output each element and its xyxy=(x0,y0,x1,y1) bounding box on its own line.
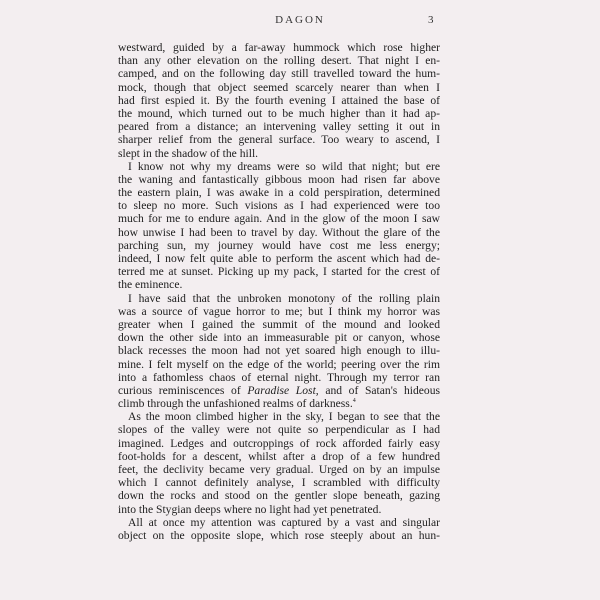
text-line: greater when I gained the summit of the mound and looked xyxy=(118,317,440,331)
text-line: I know not why my dreams were so wild that night; but ere xyxy=(128,159,440,173)
text-line: mine. I felt myself on the edge of the world; peering over the rim xyxy=(118,357,440,371)
text-segment: curious reminiscences of xyxy=(118,383,248,397)
text-line: down the rocks and stood on the gentler slope beneath, gazing xyxy=(118,489,440,503)
text-line: into a fathomless chaos of eternal night. Through my terror ran xyxy=(118,370,440,384)
text-line: the waning and fantastically gibbous moon had risen far above xyxy=(118,172,440,186)
text-line: feet, the declivity became very gradual. Urged on by an impulse xyxy=(118,463,440,476)
body-text xyxy=(118,41,440,542)
text-line: had first espied it. By the fourth evening I attained the base of xyxy=(118,93,440,107)
italic-title: Paradise Lost, xyxy=(247,383,319,397)
text-line: much for me to endure again. And in the glow of the moon I saw xyxy=(118,212,440,226)
text-line: peared from a distance; an intervening valley setting it out in xyxy=(118,120,440,134)
text-line: the mound, which turned out to be much higher than it had ap- xyxy=(118,106,440,120)
text-line: indeed, I now felt quite able to perform the ascent which had de- xyxy=(118,252,440,265)
text-line: All at once my attention was captured by a vast and singular xyxy=(128,515,440,529)
text-line: mock, though that object seemed scarcely nearer than when I xyxy=(118,80,440,94)
page-header xyxy=(0,14,600,28)
text-segment: climb through the unfashioned realms of darkness. xyxy=(118,397,353,411)
text-line: terred me at sunset. Picking up my pack, I started for the crest of xyxy=(118,265,440,279)
text-line: As the moon climbed higher in the sky, I began to see that the xyxy=(128,410,440,424)
running-title: DAGON xyxy=(275,14,325,26)
text-line: into the Stygian deeps where no light had yet penetrated. xyxy=(118,502,382,516)
text-line: the eastern plain, I was awake in a cold perspiration, determined xyxy=(118,186,440,200)
text-line: to sleep no more. Such visions as I had experienced were too xyxy=(118,199,440,213)
text-line xyxy=(118,384,440,397)
text-line: sharper relief from the general surface. Too weary to ascend, I xyxy=(118,133,440,147)
text-line: imagined. Ledges and outcroppings of rock afforded fairly easy xyxy=(118,436,440,450)
text-line: was a source of vague horror to me; but I think my horror was xyxy=(118,304,440,318)
text-line: object on the opposite slope, which rose steeply about an hun- xyxy=(118,528,440,542)
text-line: how unwise I had been to travel by day. Without the glare of the xyxy=(118,225,440,239)
page-number: 3 xyxy=(428,14,434,26)
text-line: I have said that the unbroken monotony of the rolling plain xyxy=(128,291,440,305)
text-line xyxy=(118,397,440,410)
text-line: camped, and on the following day still travelled toward the hum- xyxy=(118,67,440,81)
text-line: which I cannot definitely analyse, I scrambled with difficulty xyxy=(118,476,440,490)
text-line: foot-holds for a descent, whilst after a drop of a few hundred xyxy=(118,449,440,463)
text-segment: and of Satan's hideous xyxy=(318,383,441,397)
text-line: slopes of the valley were not quite so perpendicular as I had xyxy=(118,423,440,437)
text-line: down the other side into an immeasurable pit or canyon, whose xyxy=(118,331,440,345)
text-line: the eminence. xyxy=(118,278,183,292)
text-line: parching sun, my journey would have cost me less energy; xyxy=(118,238,440,252)
text-line: westward, guided by a far-away hummock which rose higher xyxy=(118,41,440,54)
text-line: than any other elevation on the rolling desert. That night I en- xyxy=(118,54,440,68)
text-line: slept in the shadow of the hill. xyxy=(118,146,259,160)
footnote-marker: 4 xyxy=(352,398,356,405)
text-line: black recesses the moon had not yet soared high enough to illu- xyxy=(118,344,440,358)
